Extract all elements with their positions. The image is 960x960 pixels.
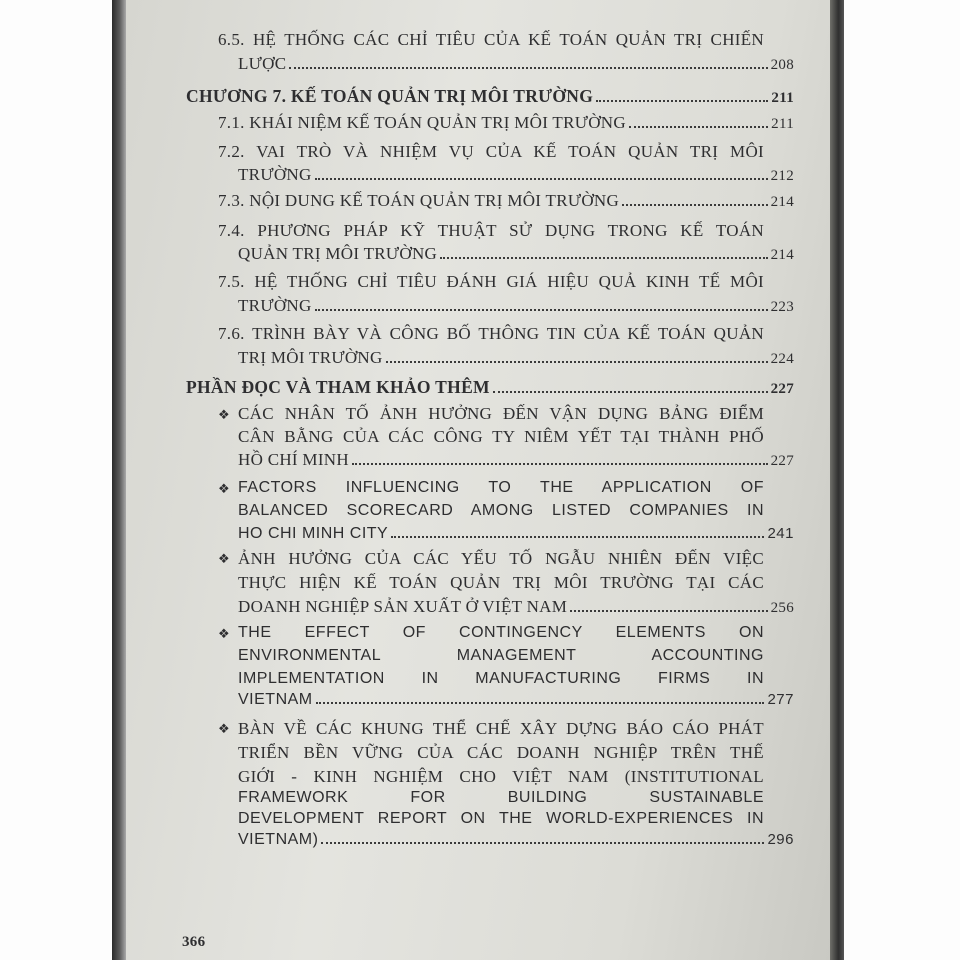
book-spine-shadow [112, 0, 126, 960]
toc-bullet-2-last [238, 526, 794, 542]
chapter-title: CHƯƠNG 7. KẾ TOÁN QUẢN TRỊ MÔI TRƯỜNG [186, 86, 594, 106]
toc-bullet-5-line-2: TRIỂN BỀN VỮNG CỦA CÁC DOANH NGHIỆP TRÊN THẾ [238, 743, 764, 762]
dot-leader [289, 66, 767, 69]
toc-bullet-5-line-1: BÀN VỀ CÁC KHUNG THỂ CHẾ XÂY DỰNG BÁO CÁO PHÁT [238, 719, 764, 738]
page-ref: 214 [770, 247, 794, 263]
page-ref: 224 [770, 351, 794, 367]
toc-bullet-1-last [238, 451, 794, 469]
dot-leader [622, 203, 768, 206]
page-number: 366 [182, 934, 206, 950]
page-ref: 296 [767, 831, 794, 848]
toc-part-heading [186, 379, 794, 397]
toc-entry-7-6-last [238, 349, 794, 367]
toc-entry-6-5-line-1: 6.5. HỆ THỐNG CÁC CHỈ TIÊU CỦA KẾ TOÁN QUẢN TRỊ CHIẾN [218, 30, 764, 49]
toc-bullet-5-line-3: GIỚI - KINH NGHIỆM CHO VIỆT NAM (INSTITUTIONAL [238, 767, 764, 786]
diamond-bullet-icon: ❖ [218, 482, 230, 497]
page-ref: 277 [767, 691, 794, 708]
toc-bullet-2-line-1: FACTORS INFLUENCING TO THE APPLICATION OF [238, 479, 764, 496]
diamond-bullet-icon: ❖ [218, 722, 230, 737]
page-ref: 212 [770, 168, 794, 184]
toc-bullet-4-line-2: ENVIRONMENTAL MANAGEMENT ACCOUNTING [238, 647, 764, 664]
page-ref: 256 [770, 600, 794, 616]
toc-entry-text: LƯỢC [238, 54, 287, 73]
toc-bullet-4-line-1: THE EFFECT OF CONTINGENCY ELEMENTS ON [238, 624, 764, 641]
page-ref: 227 [770, 381, 794, 397]
toc-bullet-3-line-2: THỰC HIỆN KẾ TOÁN QUẢN TRỊ MÔI TRƯỜNG TẠI CÁC [238, 573, 764, 592]
toc-entry-text: TRỊ MÔI TRƯỜNG [238, 348, 383, 367]
toc-entry-text: VIETNAM) [238, 831, 319, 848]
toc-entry-7-4-last [238, 245, 794, 263]
dot-leader [352, 462, 768, 465]
page-ref: 223 [770, 299, 794, 315]
toc-entry-text: QUẢN TRỊ MÔI TRƯỜNG [238, 244, 438, 263]
diamond-bullet-icon: ❖ [218, 408, 230, 423]
part-title: PHẦN ĐỌC VÀ THAM KHẢO THÊM [186, 377, 490, 397]
page-ref: 208 [770, 57, 794, 73]
page-stack-edge [830, 0, 844, 960]
toc-bullet-2-line-2: BALANCED SCORECARD AMONG LISTED COMPANIES IN [238, 502, 764, 519]
toc-bullet-1-line-2: CÂN BẰNG CỦA CÁC CÔNG TY NIÊM YẾT TẠI THÀNH PHỐ [238, 427, 764, 446]
toc-bullet-3-line-1: ẢNH HƯỞNG CỦA CÁC YẾU TỐ NGẪU NHIÊN ĐẾN VIỆC [238, 549, 764, 568]
toc-entry-7-2-last [238, 166, 794, 184]
dot-leader [321, 841, 764, 844]
toc-entry-7-6-line-1: 7.6. TRÌNH BÀY VÀ CÔNG BỐ THÔNG TIN CỦA KẾ TOÁN QUẢN [218, 324, 764, 343]
toc-bullet-5-line-5: DEVELOPMENT REPORT ON THE WORLD-EXPERIENCES IN [238, 810, 764, 827]
toc-bullet-4-line-3: IMPLEMENTATION IN MANUFACTURING FIRMS IN [238, 670, 764, 687]
dot-leader [315, 308, 768, 311]
page-ref: 227 [770, 453, 794, 469]
dot-leader [440, 256, 767, 259]
page-ref: 241 [767, 525, 794, 542]
toc-bullet-5-line-4: FRAMEWORK FOR BUILDING SUSTAINABLE [238, 789, 764, 806]
toc-entry-text: 7.3. NỘI DUNG KẾ TOÁN QUẢN TRỊ MÔI TRƯỜNG [218, 191, 620, 210]
toc-entry-7-3 [218, 192, 794, 210]
page-ref: 214 [770, 194, 794, 210]
toc-entry-6-5-last [238, 55, 794, 73]
toc-entry-7-1 [218, 114, 794, 132]
toc-entry-text: HO CHI MINH CITY [238, 525, 389, 542]
toc-entry-text: DOANH NGHIỆP SẢN XUẤT Ở VIỆT NAM [238, 597, 568, 616]
dot-leader [386, 360, 768, 363]
diamond-bullet-icon: ❖ [218, 552, 230, 567]
toc-chapter-7 [186, 88, 794, 106]
dot-leader [493, 390, 768, 393]
toc-entry-text: HỒ CHÍ MINH [238, 450, 349, 469]
page-ref: 211 [771, 116, 794, 132]
toc-entry-text: TRƯỜNG [238, 165, 312, 184]
toc-bullet-5-last [238, 832, 794, 848]
dot-leader [570, 609, 767, 612]
dot-leader [315, 177, 768, 180]
diamond-bullet-icon: ❖ [218, 627, 230, 642]
toc-entry-text: 7.1. KHÁI NIỆM KẾ TOÁN QUẢN TRỊ MÔI TRƯỜNG [218, 113, 626, 132]
toc-entry-7-4-line-1: 7.4. PHƯƠNG PHÁP KỸ THUẬT SỬ DỤNG TRONG KẾ TOÁN [218, 221, 764, 240]
dot-leader [316, 701, 765, 704]
book-page [126, 0, 830, 960]
dot-leader [629, 125, 768, 128]
toc-entry-7-2-line-1: 7.2. VAI TRÒ VÀ NHIỆM VỤ CỦA KẾ TOÁN QUẢN TRỊ MÔI [218, 142, 764, 161]
page-ref: 211 [771, 90, 794, 106]
toc-entry-7-5-last [238, 297, 794, 315]
table-of-contents [126, 0, 830, 960]
toc-entry-text: TRƯỜNG [238, 296, 312, 315]
toc-bullet-3-last [238, 598, 794, 616]
toc-entry-7-5-line-1: 7.5. HỆ THỐNG CHỈ TIÊU ĐÁNH GIÁ HIỆU QUẢ KINH TẾ MÔI [218, 272, 764, 291]
toc-entry-text: VIETNAM [238, 691, 313, 708]
toc-bullet-4-last [238, 692, 794, 708]
toc-bullet-1-line-1: CÁC NHÂN TỐ ẢNH HƯỞNG ĐẾN VẬN DỤNG BẢNG ĐIỂM [238, 404, 764, 423]
dot-leader [391, 535, 764, 538]
dot-leader [596, 99, 768, 102]
